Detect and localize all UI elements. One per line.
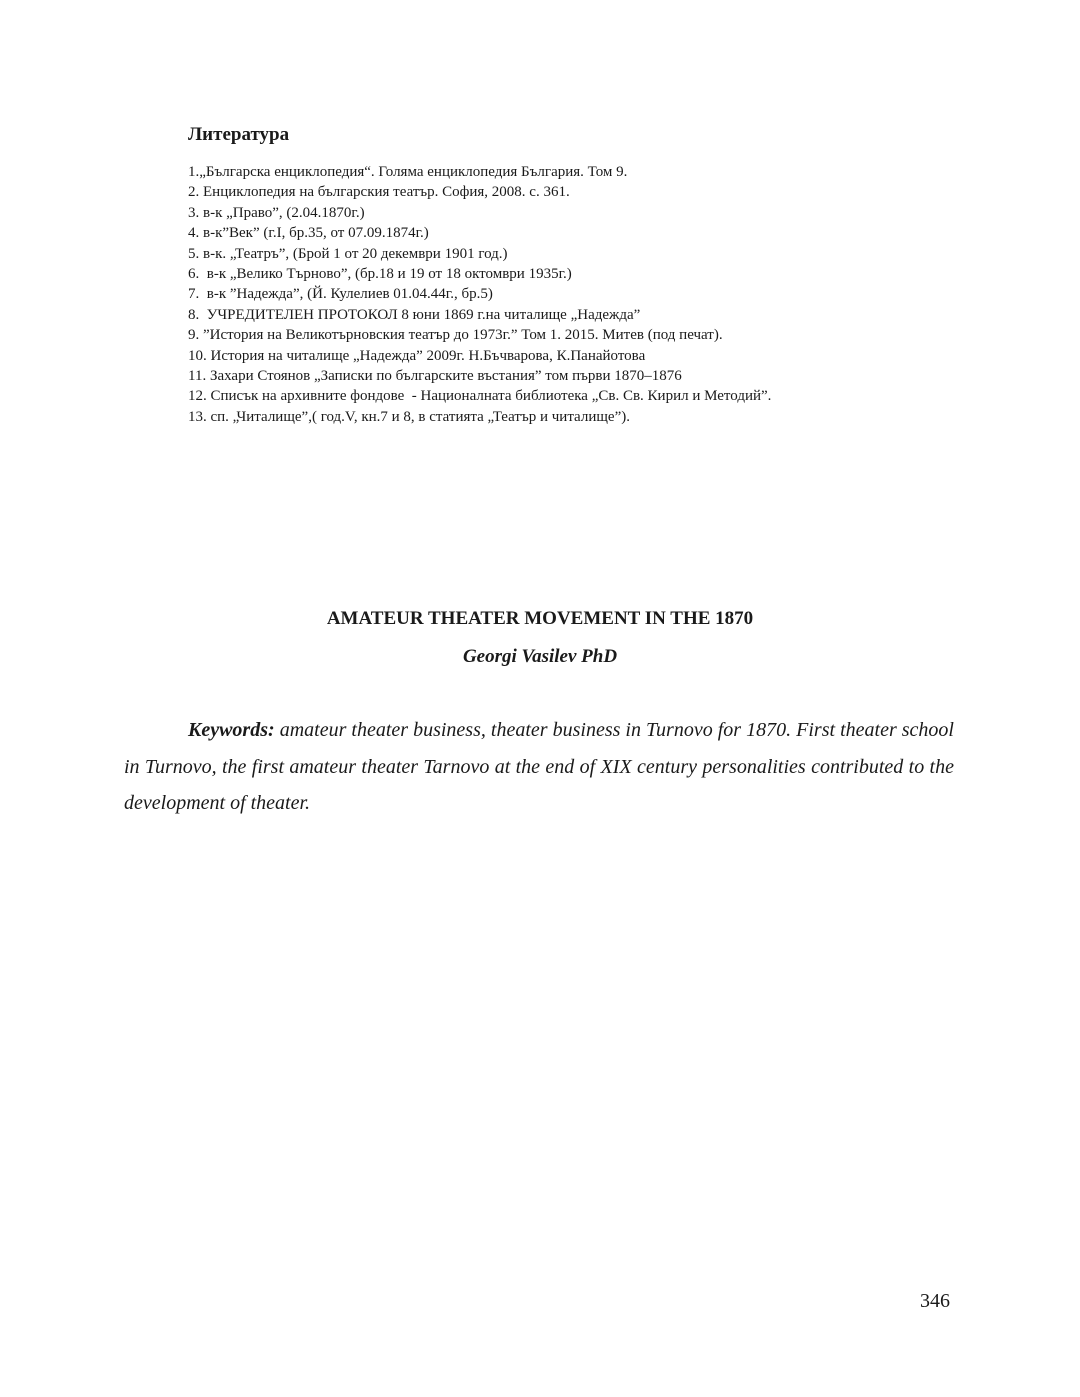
reference-item: 4. в-к”Век” (г.I, бр.35, от 07.09.1874г.) — [188, 225, 429, 242]
reference-item: 1.„Българска енциклопедия“. Голяма енциклопедия България. Том 9. — [188, 164, 628, 180]
keywords-text: amateur theater business, theater business in Turnovo for 1870. First theater school in Turnovo, the first amateur theater Tarnovo at the end of XIX century personalities contributed to the development of theater. — [124, 719, 954, 814]
keywords-label: Keywords: — [188, 719, 275, 741]
reference-list — [188, 162, 948, 427]
reference-item: 2. Енциклопедия на българския театър. София, 2008. с. 361. — [188, 184, 570, 201]
article-title: AMATEUR THEATER MOVEMENT IN THE 1870 — [326, 608, 754, 629]
reference-item: 3. в-к „Право”, (2.04.1870г.) — [188, 204, 365, 221]
article-author: Georgi Vasilev PhD — [462, 646, 618, 667]
literature-heading: Литература — [188, 124, 290, 145]
reference-item: 8. УЧРЕДИТЕЛЕН ПРОТОКОЛ 8 юни 1869 г.на читалище „Надежда” — [188, 306, 641, 323]
reference-item: 7. в-к ”Надежда”, (Й. Кулелиев 01.04.44г., бр.5) — [188, 286, 493, 303]
page-number: 346 — [920, 1290, 950, 1312]
reference-item: 5. в-к. „Театръ”, (Брой 1 от 20 декември 1901 год.) — [188, 245, 508, 262]
reference-item: 11. Захари Стоянов „Записки по българските въстания” том първи 1870–1876 — [188, 368, 682, 385]
reference-item: 10. История на читалище „Надежда” 2009г. Н.Бъчварова, К.Панайотова — [188, 347, 646, 364]
reference-item: 12. Списък на архивните фондове - Националната библиотека „Св. Св. Кирил и Методий”. — [188, 388, 772, 405]
reference-item: 13. сп. „Читалище”,( год.V, кн.7 и 8, в статията „Театър и читалище”). — [188, 408, 630, 425]
reference-item: 6. в-к „Велико Търново”, (бр.18 и 19 от 18 октомври 1935г.) — [188, 266, 572, 283]
keywords-paragraph — [124, 712, 954, 822]
reference-item: 9. ”История на Великотърновския театър до 1973г.” Том 1. 2015. Митев (под печат). — [188, 327, 723, 344]
